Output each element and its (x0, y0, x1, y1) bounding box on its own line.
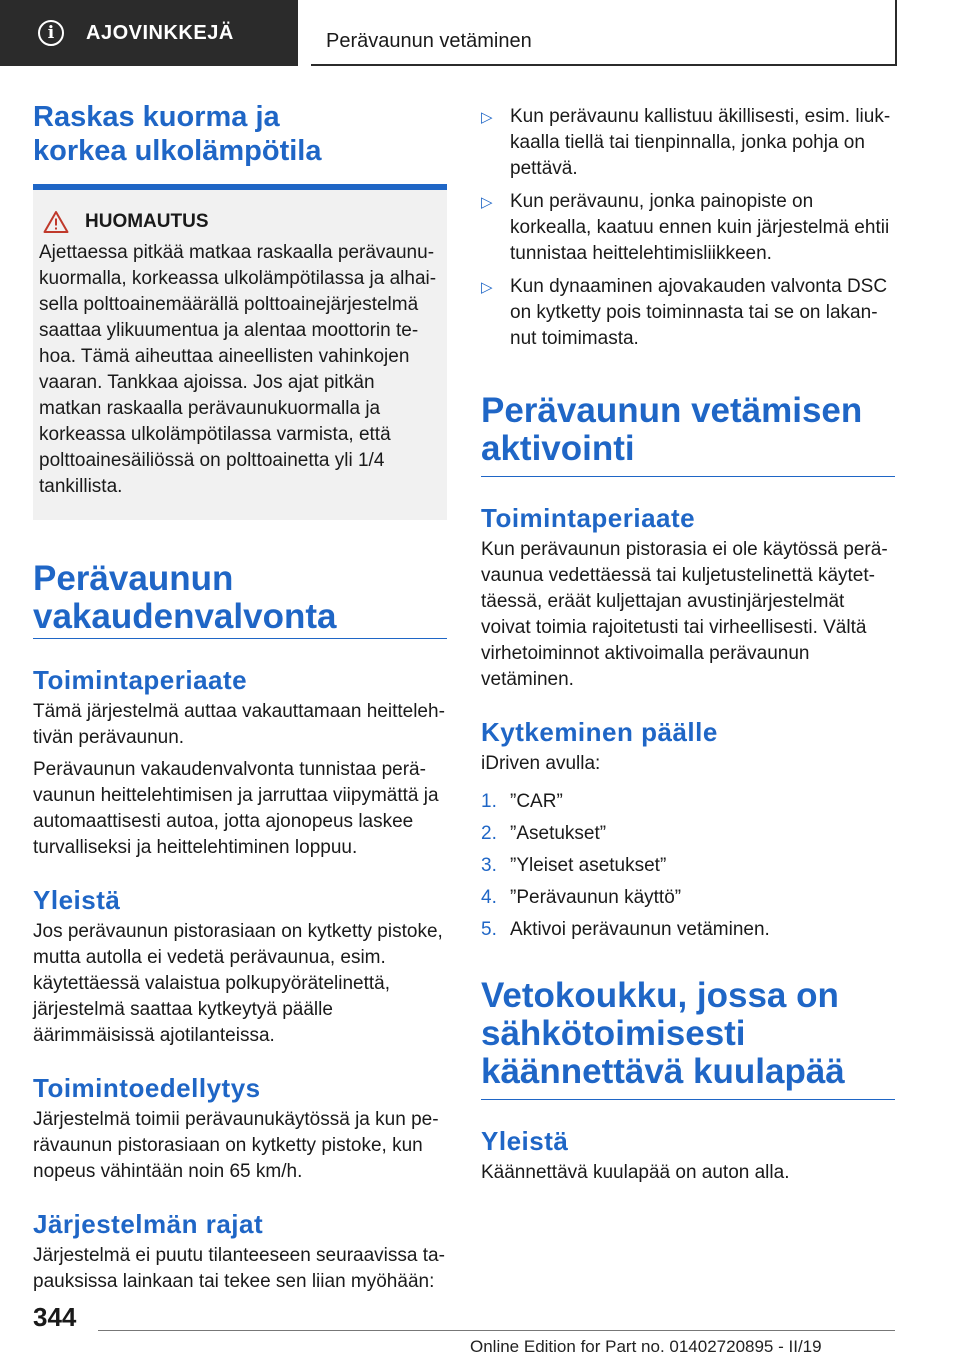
triangle-bullet-icon: ▷ (481, 194, 493, 211)
step-text: ”Asetukset” (510, 823, 607, 844)
step-number: 2. (481, 823, 497, 844)
hitch-title: Vetokoukku, jossa on sähkötoimisesti käännettävä kuulapää (481, 977, 895, 1100)
footer-divider (98, 1330, 895, 1331)
notice-header (39, 210, 439, 234)
step-text: ”Yleiset asetukset” (510, 855, 667, 876)
list-item (481, 821, 895, 847)
limits-list (481, 104, 895, 352)
right-column (481, 104, 895, 1186)
limits-paragraph: Järjestelmä ei puutu tilanteeseen seuraavissa tapauksissa lainkaan tai tekee sen liian myöhään: (33, 1245, 445, 1292)
step-number: 3. (481, 855, 497, 876)
step-number: 1. (481, 791, 497, 812)
triangle-bullet-icon: ▷ (481, 279, 493, 296)
notice-text: Ajettaessa pitkää matkaa raskaalla perävaunukuormalla, korkeassa ulkolämpötilassa ja alhaisella polttoainemäärällä polttoainejärjestelmä saattaa ylikuumentua ja alentaa moottorin tehoa. Tämä aiheuttaa aineellisten vahinkojen vaaran. Tankkaa ajoissa. Jos ajat pitkän matkan raskaalla perävaunukuormalla ja korkeassa ulkolämpötilassa varmista, että polttoainesäiliössä on polttoainetta yli 1/4 tankillista. (39, 242, 437, 497)
warning-triangle-icon (43, 210, 69, 234)
activation-title: Perävaunun vetämisen aktivointi (481, 392, 895, 477)
hitch-general-paragraph: Käännettävä kuulapää on auton alla. (481, 1162, 790, 1183)
list-item (481, 789, 895, 815)
general-title: Yleistä (33, 885, 121, 915)
list-item (481, 274, 895, 352)
list-item (481, 189, 895, 267)
idrive-label: iDriven avulla: (481, 753, 601, 774)
principle-title: Toimintaperiaate (33, 665, 248, 695)
principle-paragraph-2: Perävaunun vakaudenvalvonta tunnistaa perävaunun heittelehtimisen ja jarruttaa viipymättä ja automaattisesti autoa, jotta ajonopeus laskee turvalliseksi ja heittelehtiminen loppuu. (33, 759, 439, 858)
footer-edition: Online Edition for Part no. 01402720895 - II/19 (470, 1337, 822, 1356)
page-number: 344 (33, 1302, 77, 1332)
list-item (481, 885, 895, 911)
activation-principle-title: Toimintaperiaate (481, 503, 696, 533)
section-title: AJOVINKKEJÄ (86, 21, 234, 44)
notice-box (33, 184, 447, 520)
list-item-text: Kun perävaunu, jonka painopiste on korkealla, kaatuu ennen kuin järjestelmä ehtii tunnistaa heittelehtimisliikkeen. (510, 191, 890, 264)
triangle-bullet-icon: ▷ (481, 109, 493, 126)
info-icon: i (38, 20, 64, 46)
general-paragraph: Jos perävaunun pistorasiaan on kytketty pistoke, mutta autolla ei vedetä perävaunua, esim. käytettäessä valaistua polkupyörätelinettä, järjestelmä saattaa kytkeytyä päälle äärimmäisissä ajotilanteissa. (33, 921, 443, 1046)
list-item-text: Kun perävaunu kallistuu äkillisesti, esim. liukkaalla tiellä tai tienpinnalla, jonka pohja on pettävä. (510, 106, 891, 179)
page-header (0, 0, 960, 66)
limits-title: Järjestelmän rajat (33, 1209, 264, 1239)
switch-on-title: Kytkeminen päälle (481, 717, 718, 747)
stability-rule (33, 638, 447, 639)
section-tab (0, 0, 298, 66)
requirement-paragraph: Järjestelmä toimii perävaunukäytössä ja kun perävaunun pistorasiaan on kytketty pistoke, kun nopeus vähintään noin 65 km/h. (33, 1109, 439, 1182)
list-item (481, 104, 895, 182)
stability-title: Perävaunun vakaudenvalvonta (33, 559, 337, 636)
chapter-box (311, 0, 897, 66)
hitch-general-title: Yleistä (481, 1126, 569, 1156)
chapter-title: Perävaunun vetäminen (326, 30, 532, 52)
left-column (33, 100, 447, 1295)
heavy-load-title: Raskas kuorma ja korkea ulkolämpötila (33, 101, 322, 167)
list-item (481, 853, 895, 879)
requirement-title: Toimintoedellytys (33, 1073, 261, 1103)
list-item-text: Kun dynaaminen ajovakauden valvonta DSC on kytketty pois toiminnasta tai se on lakannut toimimasta. (510, 276, 888, 349)
step-text: ”Perävaunun käyttö” (510, 887, 682, 908)
step-text: ”CAR” (510, 791, 563, 812)
list-item (481, 917, 895, 943)
notice-label: HUOMAUTUS (85, 211, 209, 232)
step-text: Aktivoi perävaunun vetäminen. (510, 919, 770, 940)
step-number: 5. (481, 919, 497, 940)
activation-principle-paragraph: Kun perävaunun pistorasia ei ole käytössä perävaunua vedettäessä tai kuljetustelinettä käytettäessä, eräät kuljettajan avustinjärjestelmät voivat toimia rajoitetusti tai virheellisesti. Vältä virhetoiminnot aktivoimalla perävaunun vetäminen. (481, 539, 888, 690)
principle-paragraph-1: Tämä järjestelmä auttaa vakauttamaan heittelehtivän perävaunun. (33, 701, 445, 748)
steps-list (481, 789, 895, 943)
step-number: 4. (481, 887, 497, 908)
